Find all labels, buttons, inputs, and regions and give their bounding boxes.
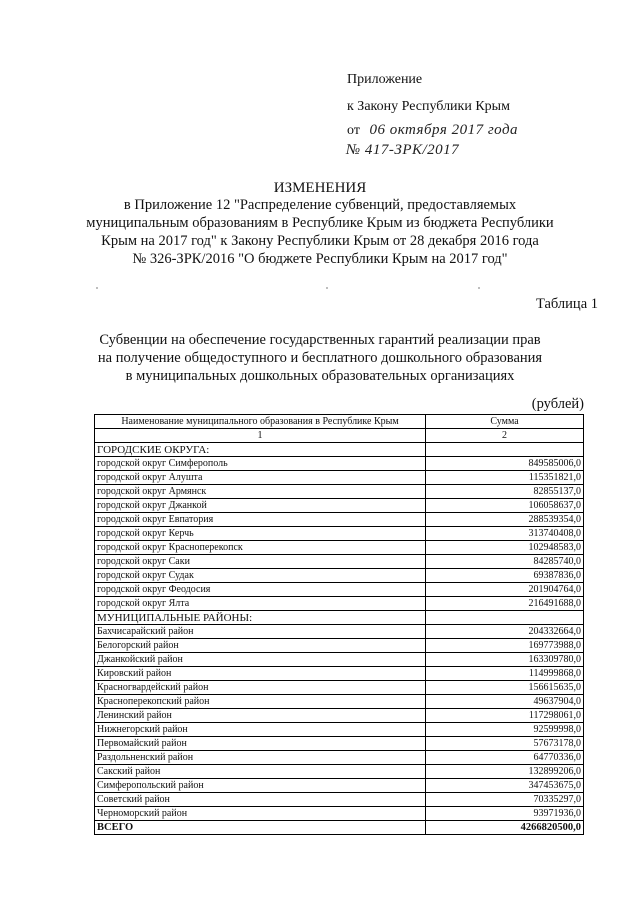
row-name: Советский район [95, 793, 426, 807]
document-title: ИЗМЕНЕНИЯ [273, 180, 367, 196]
row-value: 93971936,0 [426, 807, 584, 821]
row-value: 204332664,0 [426, 625, 584, 639]
table-row [95, 625, 584, 639]
row-value: 82855137,0 [426, 485, 584, 499]
section-label: МУНИЦИПАЛЬНЫЕ РАЙОНЫ: [95, 611, 426, 625]
row-value: 69387836,0 [426, 569, 584, 583]
row-name: городской округ Симферополь [95, 457, 426, 471]
table-row [95, 779, 584, 793]
table-row [95, 597, 584, 611]
row-name: Первомайский район [95, 737, 426, 751]
heading-line-4: № 326-ЗРК/2016 "О бюджете Республики Крым на 2017 год" [132, 251, 508, 267]
subtitle-line-1: Субвенции на обеспечение государственных гарантий реализации прав [99, 332, 541, 348]
table-total-row [95, 821, 584, 835]
row-value: 313740408,0 [426, 527, 584, 541]
row-value: 84285740,0 [426, 555, 584, 569]
row-value: 106058637,0 [426, 499, 584, 513]
row-value: 132899206,0 [426, 765, 584, 779]
handwritten-number: № 417-ЗРК/2017 [346, 142, 460, 158]
row-value: 115351821,0 [426, 471, 584, 485]
scan-dot [478, 287, 480, 289]
row-name: Красноперекопский район [95, 695, 426, 709]
table-row [95, 541, 584, 555]
table-row [95, 653, 584, 667]
scan-dot [96, 287, 98, 289]
table-row [95, 457, 584, 471]
row-value: 216491688,0 [426, 597, 584, 611]
row-value: 169773988,0 [426, 639, 584, 653]
row-name: городской округ Феодосия [95, 583, 426, 597]
table-row [95, 709, 584, 723]
row-value: 347453675,0 [426, 779, 584, 793]
table-row [95, 555, 584, 569]
section-row-city-districts [95, 443, 584, 457]
row-value: 57673178,0 [426, 737, 584, 751]
section-label: ГОРОДСКИЕ ОКРУГА: [95, 443, 426, 457]
row-name: городской округ Судак [95, 569, 426, 583]
appendix-law: к Закону Республики Крым [347, 99, 510, 114]
row-name: городской округ Джанкой [95, 499, 426, 513]
subtitle-line-2: на получение общедоступного и бесплатного дошкольного образования [97, 350, 543, 366]
table-row [95, 583, 584, 597]
row-name: Белогорский район [95, 639, 426, 653]
table-row [95, 793, 584, 807]
row-value: 49637904,0 [426, 695, 584, 709]
section-empty-cell [426, 443, 584, 457]
units-label: (рублей) [531, 396, 584, 412]
table-row [95, 499, 584, 513]
row-value: 849585006,0 [426, 457, 584, 471]
row-name: городской округ Красноперекопск [95, 541, 426, 555]
row-value: 114999868,0 [426, 667, 584, 681]
table-column-number-row [95, 429, 584, 443]
appendix-title: Приложение [347, 72, 423, 87]
table-label: Таблица 1 [535, 296, 598, 312]
row-value: 163309780,0 [426, 653, 584, 667]
row-value: 117298061,0 [426, 709, 584, 723]
row-name: городской округ Керчь [95, 527, 426, 541]
heading-line-3: Крым на 2017 год" к Закону Республики Крым от 28 декабря 2016 года [101, 233, 539, 249]
table-row [95, 527, 584, 541]
row-name: Кировский район [95, 667, 426, 681]
table-row [95, 471, 584, 485]
appendix-date-line [347, 122, 518, 139]
row-name: городской округ Ялта [95, 597, 426, 611]
section-row-municipal-districts [95, 611, 584, 625]
total-value: 4266820500,0 [426, 821, 584, 835]
scan-dot [326, 287, 328, 289]
row-value: 288539354,0 [426, 513, 584, 527]
subventions-table [94, 414, 584, 835]
row-value: 70335297,0 [426, 793, 584, 807]
table-row [95, 765, 584, 779]
table-row [95, 751, 584, 765]
table-header-row [95, 415, 584, 429]
heading-line-2: муниципальным образованиям в Республике Крым из бюджета Республики [86, 215, 554, 231]
row-name: городской округ Алушта [95, 471, 426, 485]
heading-line-1: в Приложение 12 "Распределение субвенций, предоставляемых [123, 197, 517, 213]
row-name: Черноморский район [95, 807, 426, 821]
table-row [95, 513, 584, 527]
row-name: Нижнегорский район [95, 723, 426, 737]
row-name: Бахчисарайский район [95, 625, 426, 639]
section-empty-cell [426, 611, 584, 625]
row-name: Сакский район [95, 765, 426, 779]
row-value: 201904764,0 [426, 583, 584, 597]
table-row [95, 639, 584, 653]
table-row [95, 695, 584, 709]
row-value: 92599998,0 [426, 723, 584, 737]
table-row [95, 667, 584, 681]
row-name: Джанкойский район [95, 653, 426, 667]
row-value: 156615635,0 [426, 681, 584, 695]
table-row [95, 485, 584, 499]
table-row [95, 807, 584, 821]
date-prefix: от [347, 123, 360, 138]
header-sum-cell: Сумма [426, 415, 584, 429]
subtitle-line-3: в муниципальных дошкольных образовательных организациях [125, 368, 515, 384]
table-row [95, 723, 584, 737]
handwritten-date: 06 октября 2017 года [369, 122, 519, 138]
row-value: 64770336,0 [426, 751, 584, 765]
row-value: 102948583,0 [426, 541, 584, 555]
row-name: городской округ Саки [95, 555, 426, 569]
row-name: городской округ Армянск [95, 485, 426, 499]
table-row [95, 569, 584, 583]
table-body [95, 415, 584, 835]
row-name: Красногвардейский район [95, 681, 426, 695]
header-name-cell: Наименование муниципального образования в Республике Крым [95, 415, 426, 429]
column-number-1: 1 [95, 429, 426, 443]
row-name: Симферопольский район [95, 779, 426, 793]
column-number-2: 2 [426, 429, 584, 443]
table-row [95, 681, 584, 695]
total-label: ВСЕГО [95, 821, 426, 835]
row-name: Раздольненский район [95, 751, 426, 765]
table-row [95, 737, 584, 751]
row-name: Ленинский район [95, 709, 426, 723]
row-name: городской округ Евпатория [95, 513, 426, 527]
